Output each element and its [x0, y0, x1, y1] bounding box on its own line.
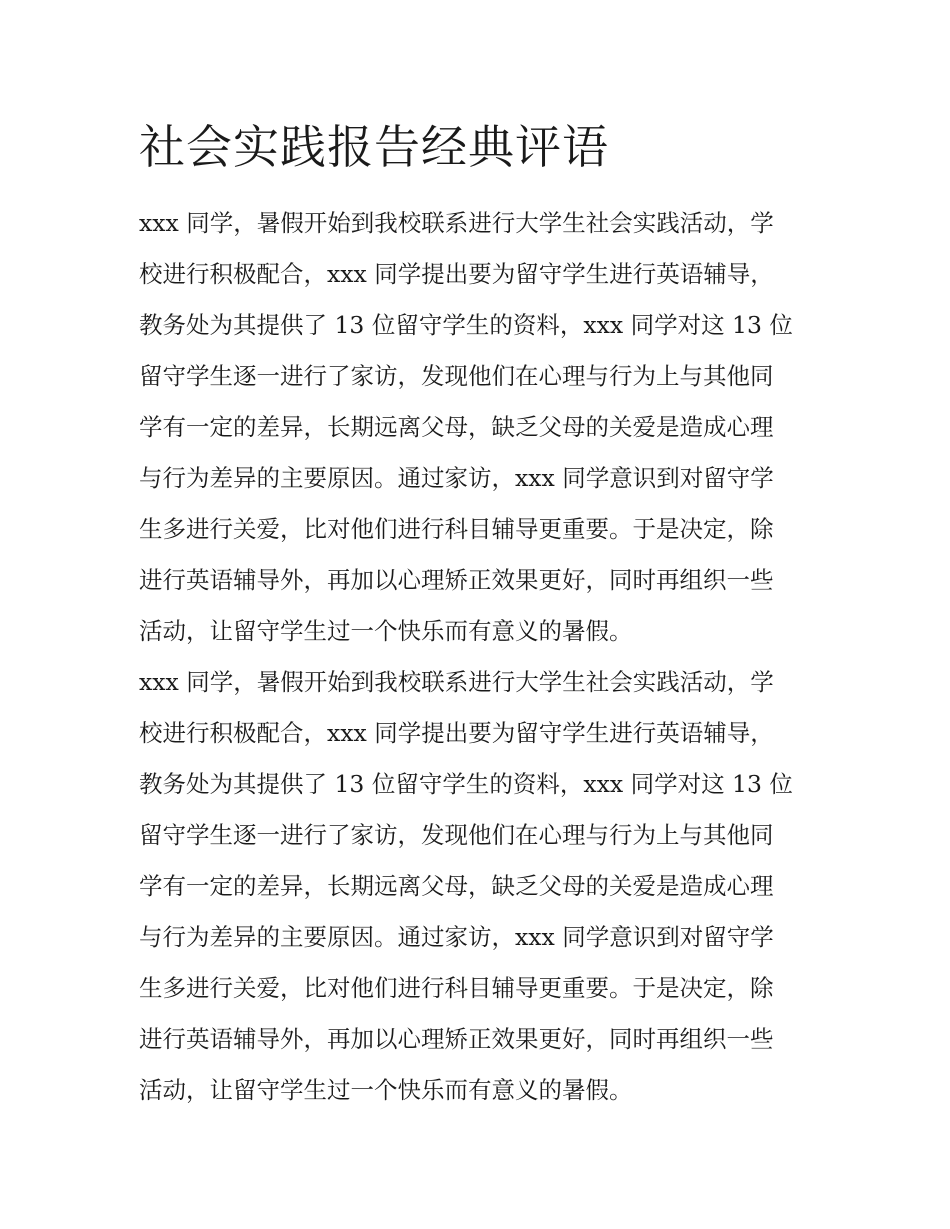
- paragraph-line: 校进行积极配合，xxx 同学提出要为留守学生进行英语辅导，: [139, 719, 774, 747]
- document-body: [139, 198, 819, 1116]
- paragraph-line: 生多进行关爱，比对他们进行科目辅导更重要。于是决定，除: [139, 515, 774, 543]
- paragraph-line: xxx 同学，暑假开始到我校联系进行大学生社会实践活动，学: [139, 209, 774, 237]
- paragraph-line: 学有一定的差异，长期远离父母，缺乏父母的关爱是造成心理: [139, 872, 774, 900]
- paragraph-line: 进行英语辅导外，再加以心理矫正效果更好，同时再组织一些: [139, 566, 774, 594]
- paragraph-2: [139, 657, 819, 1116]
- paragraph-line: xxx 同学，暑假开始到我校联系进行大学生社会实践活动，学: [139, 668, 774, 696]
- paragraph-line: 留守学生逐一进行了家访，发现他们在心理与行为上与其他同: [139, 362, 774, 390]
- paragraph-line: 学有一定的差异，长期远离父母，缺乏父母的关爱是造成心理: [139, 413, 774, 441]
- paragraph-line: 校进行积极配合，xxx 同学提出要为留守学生进行英语辅导，: [139, 260, 774, 288]
- paragraph-1: [139, 198, 819, 657]
- paragraph-line: 教务处为其提供了 13 位留守学生的资料，xxx 同学对这 13 位: [139, 311, 793, 339]
- paragraph-line: 活动，让留守学生过一个快乐而有意义的暑假。: [139, 617, 633, 645]
- document-title: 社会实践报告经典评语: [139, 120, 609, 174]
- paragraph-line: 进行英语辅导外，再加以心理矫正效果更好，同时再组织一些: [139, 1025, 774, 1053]
- paragraph-line: 与行为差异的主要原因。通过家访，xxx 同学意识到对留守学: [139, 923, 774, 951]
- paragraph-line: 生多进行关爱，比对他们进行科目辅导更重要。于是决定，除: [139, 974, 774, 1002]
- paragraph-line: 教务处为其提供了 13 位留守学生的资料，xxx 同学对这 13 位: [139, 770, 793, 798]
- paragraph-line: 与行为差异的主要原因。通过家访，xxx 同学意识到对留守学: [139, 464, 774, 492]
- paragraph-line: 留守学生逐一进行了家访，发现他们在心理与行为上与其他同: [139, 821, 774, 849]
- paragraph-line: 活动，让留守学生过一个快乐而有意义的暑假。: [139, 1076, 633, 1104]
